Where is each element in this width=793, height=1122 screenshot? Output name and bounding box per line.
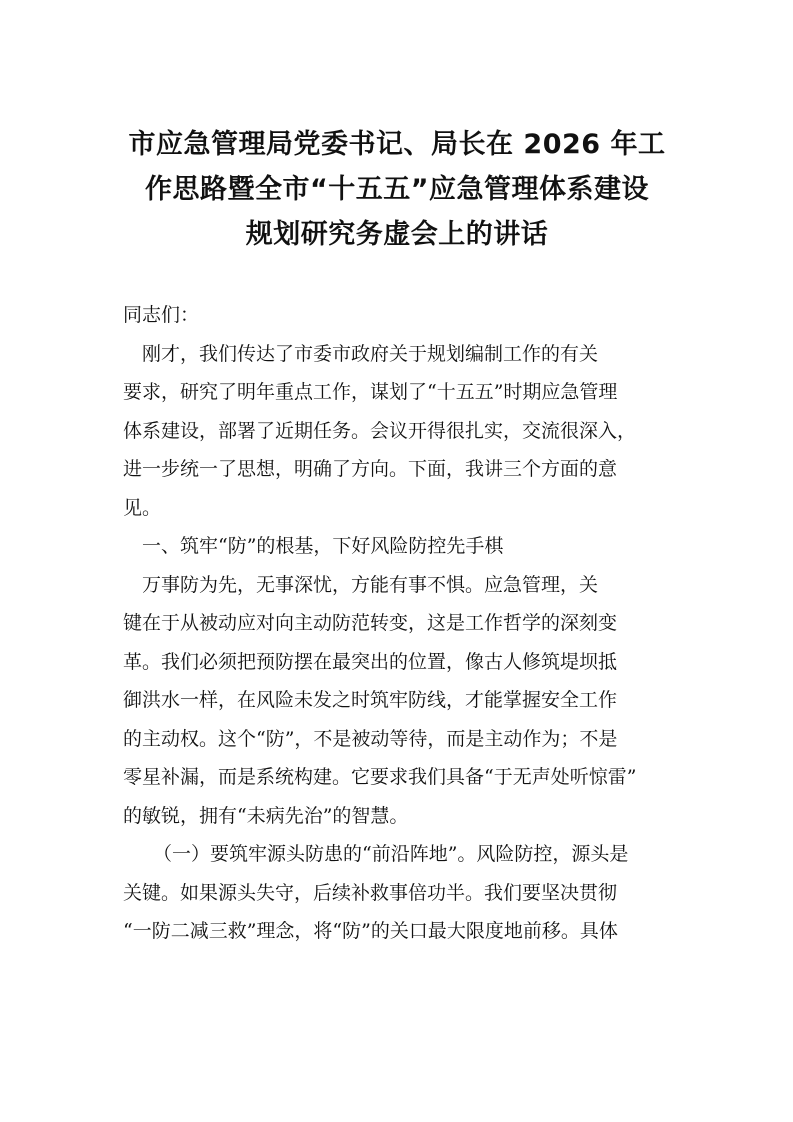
text-line: 要求，研究了明年重点工作，谋划了“十五五”时期应急管理: [123, 381, 618, 403]
document-body: [123, 296, 675, 951]
title-line: 作思路暨全市“十五五”应急管理体系建设: [145, 174, 649, 205]
paragraph-source: [123, 835, 675, 951]
text-line: 刚才，我们传达了市委市政府关于规划编制工作的有关: [142, 342, 599, 365]
text-line: 万事防为先，无事深忧，方能有事不惧。应急管理，关: [142, 573, 599, 596]
paragraph-prevention: [123, 566, 675, 836]
text-line: 革。我们必须把预防摆在最突出的位置，像古人修筑堤坝抵: [123, 650, 618, 673]
salutation: 同志们：: [123, 304, 200, 326]
document-title: [118, 122, 676, 257]
text-line: 进一步统一了思想，明确了方向。下面，我讲三个方面的意: [123, 458, 618, 480]
text-line: 的敏锐，拥有“未病先治”的智慧。: [123, 804, 409, 827]
section-heading: [123, 527, 675, 566]
text-line: 御洪水一样，在风险未发之时筑牢防线，才能掌握安全工作: [123, 689, 618, 711]
text-line: 体系建设，部署了近期任务。会议开得很扎实，交流很深入，: [123, 419, 637, 442]
text-line: 见。: [123, 496, 162, 519]
text-line: “一防二减三救”理念，将“防”的关口最大限度地前移。具体: [123, 920, 618, 942]
title-line: 规划研究务虚会上的讲话: [245, 219, 549, 250]
text-line: 键在于从被动应对向主动防范转变，这是工作哲学的深刻变: [123, 612, 618, 634]
text-line: 的主动权。这个“防”，不是被动等待，而是主动作为；不是: [123, 727, 618, 750]
title-line: 市应急管理局党委书记、局长在 2026 年工: [128, 129, 666, 160]
text-line: 零星补漏，而是系统构建。它要求我们具备“于无声处听惊雷”: [123, 766, 637, 788]
paragraph-opening: [123, 335, 675, 528]
text-line: 关键。如果源头失守，后续补救事倍功半。我们要坚决贯彻: [123, 881, 618, 904]
heading-line: 一、筑牢“防”的根基，下好风险防控先手棋: [142, 535, 504, 557]
subheading-line: （一）要筑牢源头防患的“前沿阵地”。风险防控，源头是: [153, 843, 629, 865]
